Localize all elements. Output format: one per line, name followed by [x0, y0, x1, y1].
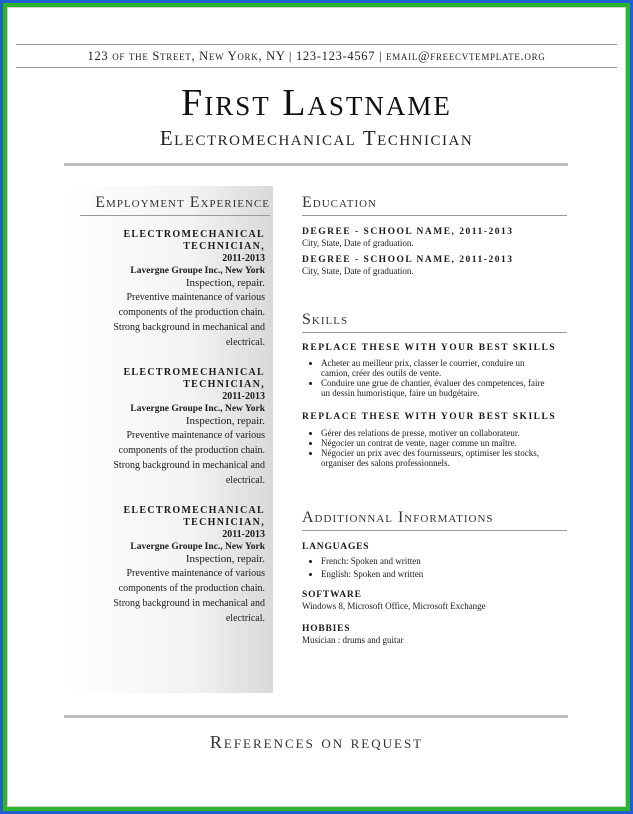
job-description-line: components of the production chain.	[118, 445, 265, 456]
skills-list	[302, 358, 567, 398]
contact-info: 123 of the Street, New York, NY | 123-123-4567 | email@freecvtemplate.org	[87, 48, 546, 63]
hobbies-title: HOBBIES	[302, 624, 351, 634]
education-entry	[302, 227, 567, 248]
job-description-line: electrical.	[225, 475, 265, 486]
job-dates: 2011-2013	[222, 391, 265, 402]
window-frame-inner	[3, 3, 630, 811]
list-item: • Gérer des relations de presse, motiver un collaborateur.	[321, 428, 567, 438]
skills-section	[302, 311, 567, 468]
job-description-line: Preventive maintenance of various	[126, 430, 265, 441]
job-role: Inspection, repair.	[185, 415, 265, 427]
job-description-line: electrical.	[225, 613, 265, 624]
job-description-line: Strong background in mechanical and	[113, 322, 265, 333]
software-value: Windows 8, Microsoft Office, Microsoft Exchange	[302, 601, 486, 611]
job-entry	[68, 367, 265, 488]
job-title: ELECTROMECHANICAL	[123, 505, 265, 516]
education-section	[302, 194, 567, 276]
list-item: • French: Spoken and written	[321, 555, 567, 568]
education-degree: DEGREE - SCHOOL NAME, 2011-2013	[302, 227, 514, 237]
skills-group-title: REPLACE THESE WITH YOUR BEST SKILLS	[302, 343, 557, 353]
bottom-divider	[64, 715, 568, 718]
job-description-line: Strong background in mechanical and	[113, 598, 265, 609]
education-entry	[302, 255, 567, 276]
candidate-title: Electromechanical Technician	[159, 126, 474, 150]
references-note: References on request	[209, 732, 424, 752]
education-detail: City, State, Date of graduation.	[302, 266, 414, 276]
job-description-line: Preventive maintenance of various	[126, 292, 265, 303]
job-company: Lavergne Groupe Inc., New York	[130, 266, 265, 276]
job-company: Lavergne Groupe Inc., New York	[130, 404, 265, 414]
job-company: Lavergne Groupe Inc., New York	[130, 542, 265, 552]
job-role: Inspection, repair.	[185, 553, 265, 565]
education-heading: Education	[302, 194, 567, 216]
job-title: ELECTROMECHANICAL	[123, 229, 265, 240]
job-entry	[68, 229, 265, 350]
job-dates: 2011-2013	[222, 529, 265, 540]
resume-page	[7, 7, 626, 807]
job-description-line: components of the production chain.	[118, 307, 265, 318]
job-description-line: electrical.	[225, 337, 265, 348]
languages-title: LANGUAGES	[302, 542, 370, 552]
contact-bar	[16, 44, 617, 68]
skills-heading: Skills	[302, 311, 567, 333]
languages-list	[302, 555, 567, 581]
additional-heading: Additionnal Informations	[302, 509, 567, 531]
education-degree: DEGREE - SCHOOL NAME, 2011-2013	[302, 255, 514, 265]
list-item: • Conduire une grue de chantier, évaluer des competences, faire un dessin humoristique, faire un budgétaire.	[321, 378, 567, 398]
job-description-line: Preventive maintenance of various	[126, 568, 265, 579]
list-item: • English: Spoken and written	[321, 568, 567, 581]
education-detail: City, State, Date of graduation.	[302, 238, 414, 248]
job-description-line: components of the production chain.	[118, 583, 265, 594]
job-dates: 2011-2013	[222, 253, 265, 264]
candidate-name: First Lastname	[181, 82, 452, 124]
job-title: ELECTROMECHANICAL	[123, 367, 265, 378]
job-title: TECHNICIAN,	[183, 517, 265, 528]
hobbies-value: Musician : drums and guitar	[302, 635, 404, 645]
job-description-line: Strong background in mechanical and	[113, 460, 265, 471]
list-item: • Négocier un contrat de vente, nager comme un maître.	[321, 438, 567, 448]
list-item: • Acheter au meilleur prix, classer le courrier, conduire un camion, créer des outils de vente.	[321, 358, 567, 378]
job-entry	[68, 505, 265, 626]
additional-section	[302, 509, 567, 645]
list-item: • Négocier un prix avec des fournisseurs, optimiser les stocks, organiser des salons professionnels.	[321, 448, 567, 468]
skills-list	[302, 428, 567, 468]
job-role: Inspection, repair.	[185, 277, 265, 289]
skills-group-title: REPLACE THESE WITH YOUR BEST SKILLS	[302, 412, 557, 422]
software-title: SOFTWARE	[302, 590, 362, 600]
employment-heading: Employment Experience	[80, 194, 270, 216]
top-divider	[64, 163, 568, 166]
job-title: TECHNICIAN,	[183, 379, 265, 390]
job-title: TECHNICIAN,	[183, 241, 265, 252]
